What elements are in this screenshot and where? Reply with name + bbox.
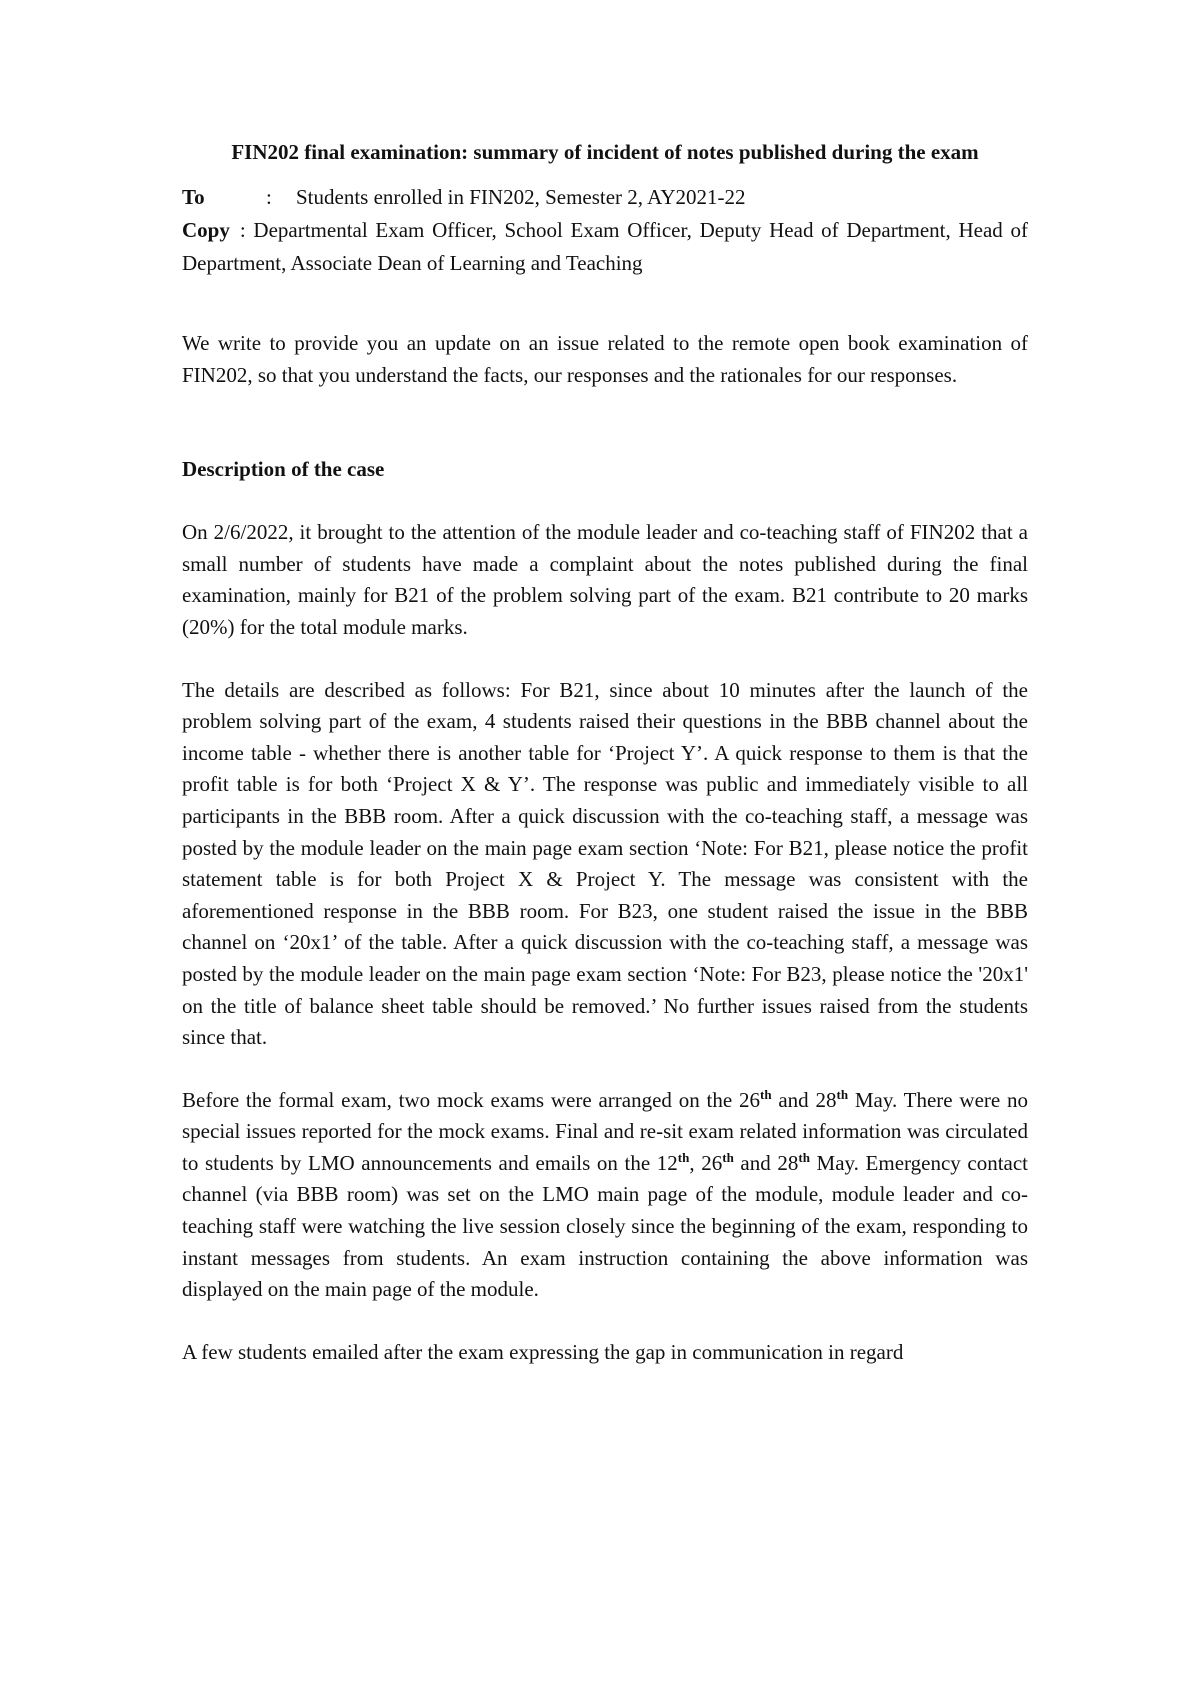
- copy-row: [182, 214, 1028, 280]
- copy-value: : Departmental Exam Officer, School Exam Officer, Deputy Head of Department, Head of Department, Associate Dean of Learning and Teaching: [182, 218, 1028, 275]
- para3-text-6: May. Emergency contact channel (via BBB room) was set on the LMO main page of the module, module leader and co-teaching staff were watching the live session closely since the beginning of the exam, responding to instant messages from students. An exam instruction containing the above information was displayed on the main page of the module.: [182, 1150, 1029, 1302]
- para3-text-4: , 26: [689, 1150, 723, 1175]
- para3-text-1: Before the formal exam, two mock exams were arranged on the 26: [182, 1087, 760, 1112]
- para3-text-5: and 28: [733, 1150, 799, 1175]
- paragraph-case-date: On 2/6/2022, it brought to the attention of the module leader and co-teaching staff of FIN202 that a small number of students have made a complaint about the notes published during the final examination, mainly for B21 of the problem solving part of the exam. B21 contribute to 20 marks (20%) for the total module marks.: [182, 520, 1028, 639]
- ordinal-suffix: th: [836, 1086, 849, 1102]
- document-page: [182, 136, 1028, 1368]
- to-value: Students enrolled in FIN202, Semester 2, AY2021-22: [296, 185, 746, 209]
- para3-text-3: May. There were no special issues reported for the mock exams. Final and re-sit exam related information was circulated to students by LMO announcements and emails on the 12: [182, 1087, 1029, 1175]
- ordinal-suffix: th: [722, 1149, 734, 1165]
- intro-paragraph: We write to provide you an update on an issue related to the remote open book examination of FIN202, so that you understand the facts, our responses and the rationales for our responses.: [182, 331, 1028, 387]
- paragraph-mock-exams: [182, 1085, 1028, 1306]
- to-separator: :: [266, 185, 272, 209]
- paragraph-student-emails: A few students emailed after the exam expressing the gap in communication in regard: [182, 1339, 904, 1364]
- ordinal-suffix: th: [677, 1149, 690, 1165]
- paragraph-case-details: The details are described as follows: For B21, since about 10 minutes after the launch of the problem solving part of the exam, 4 students raised their questions in the BBB channel about the income table - whether there is another table for ‘Project Y’. A quick response to them is that the profit table is for both ‘Project X & Y’. The response was public and immediately visible to all participants in the BBB room. After a quick discussion with the co-teaching staff, a message was posted by the module leader on the main page exam section ‘Note: For B21, please notice the profit statement table is for both Project X & Project Y. The message was consistent with the aforementioned response in the BBB room. For B23, one student raised the issue in the BBB channel on ‘20x1’ of the table. After a quick discussion with the co-teaching staff, a message was posted by the module leader on the main page exam section ‘Note: For B23, please notice the '20x1' on the title of balance sheet table should be removed.’ No further issues raised from the students since that.: [182, 677, 1028, 1050]
- ordinal-suffix: th: [760, 1086, 772, 1102]
- to-label: To: [182, 185, 205, 209]
- section-heading: Description of the case: [182, 457, 385, 482]
- to-row: [182, 181, 1028, 214]
- recipient-block: [182, 181, 1028, 280]
- ordinal-suffix: th: [798, 1149, 810, 1165]
- para3-text-2: and 28: [771, 1087, 837, 1112]
- document-title: FIN202 final examination: summary of incident of notes published during the exam: [231, 140, 979, 164]
- copy-label: Copy: [182, 218, 230, 242]
